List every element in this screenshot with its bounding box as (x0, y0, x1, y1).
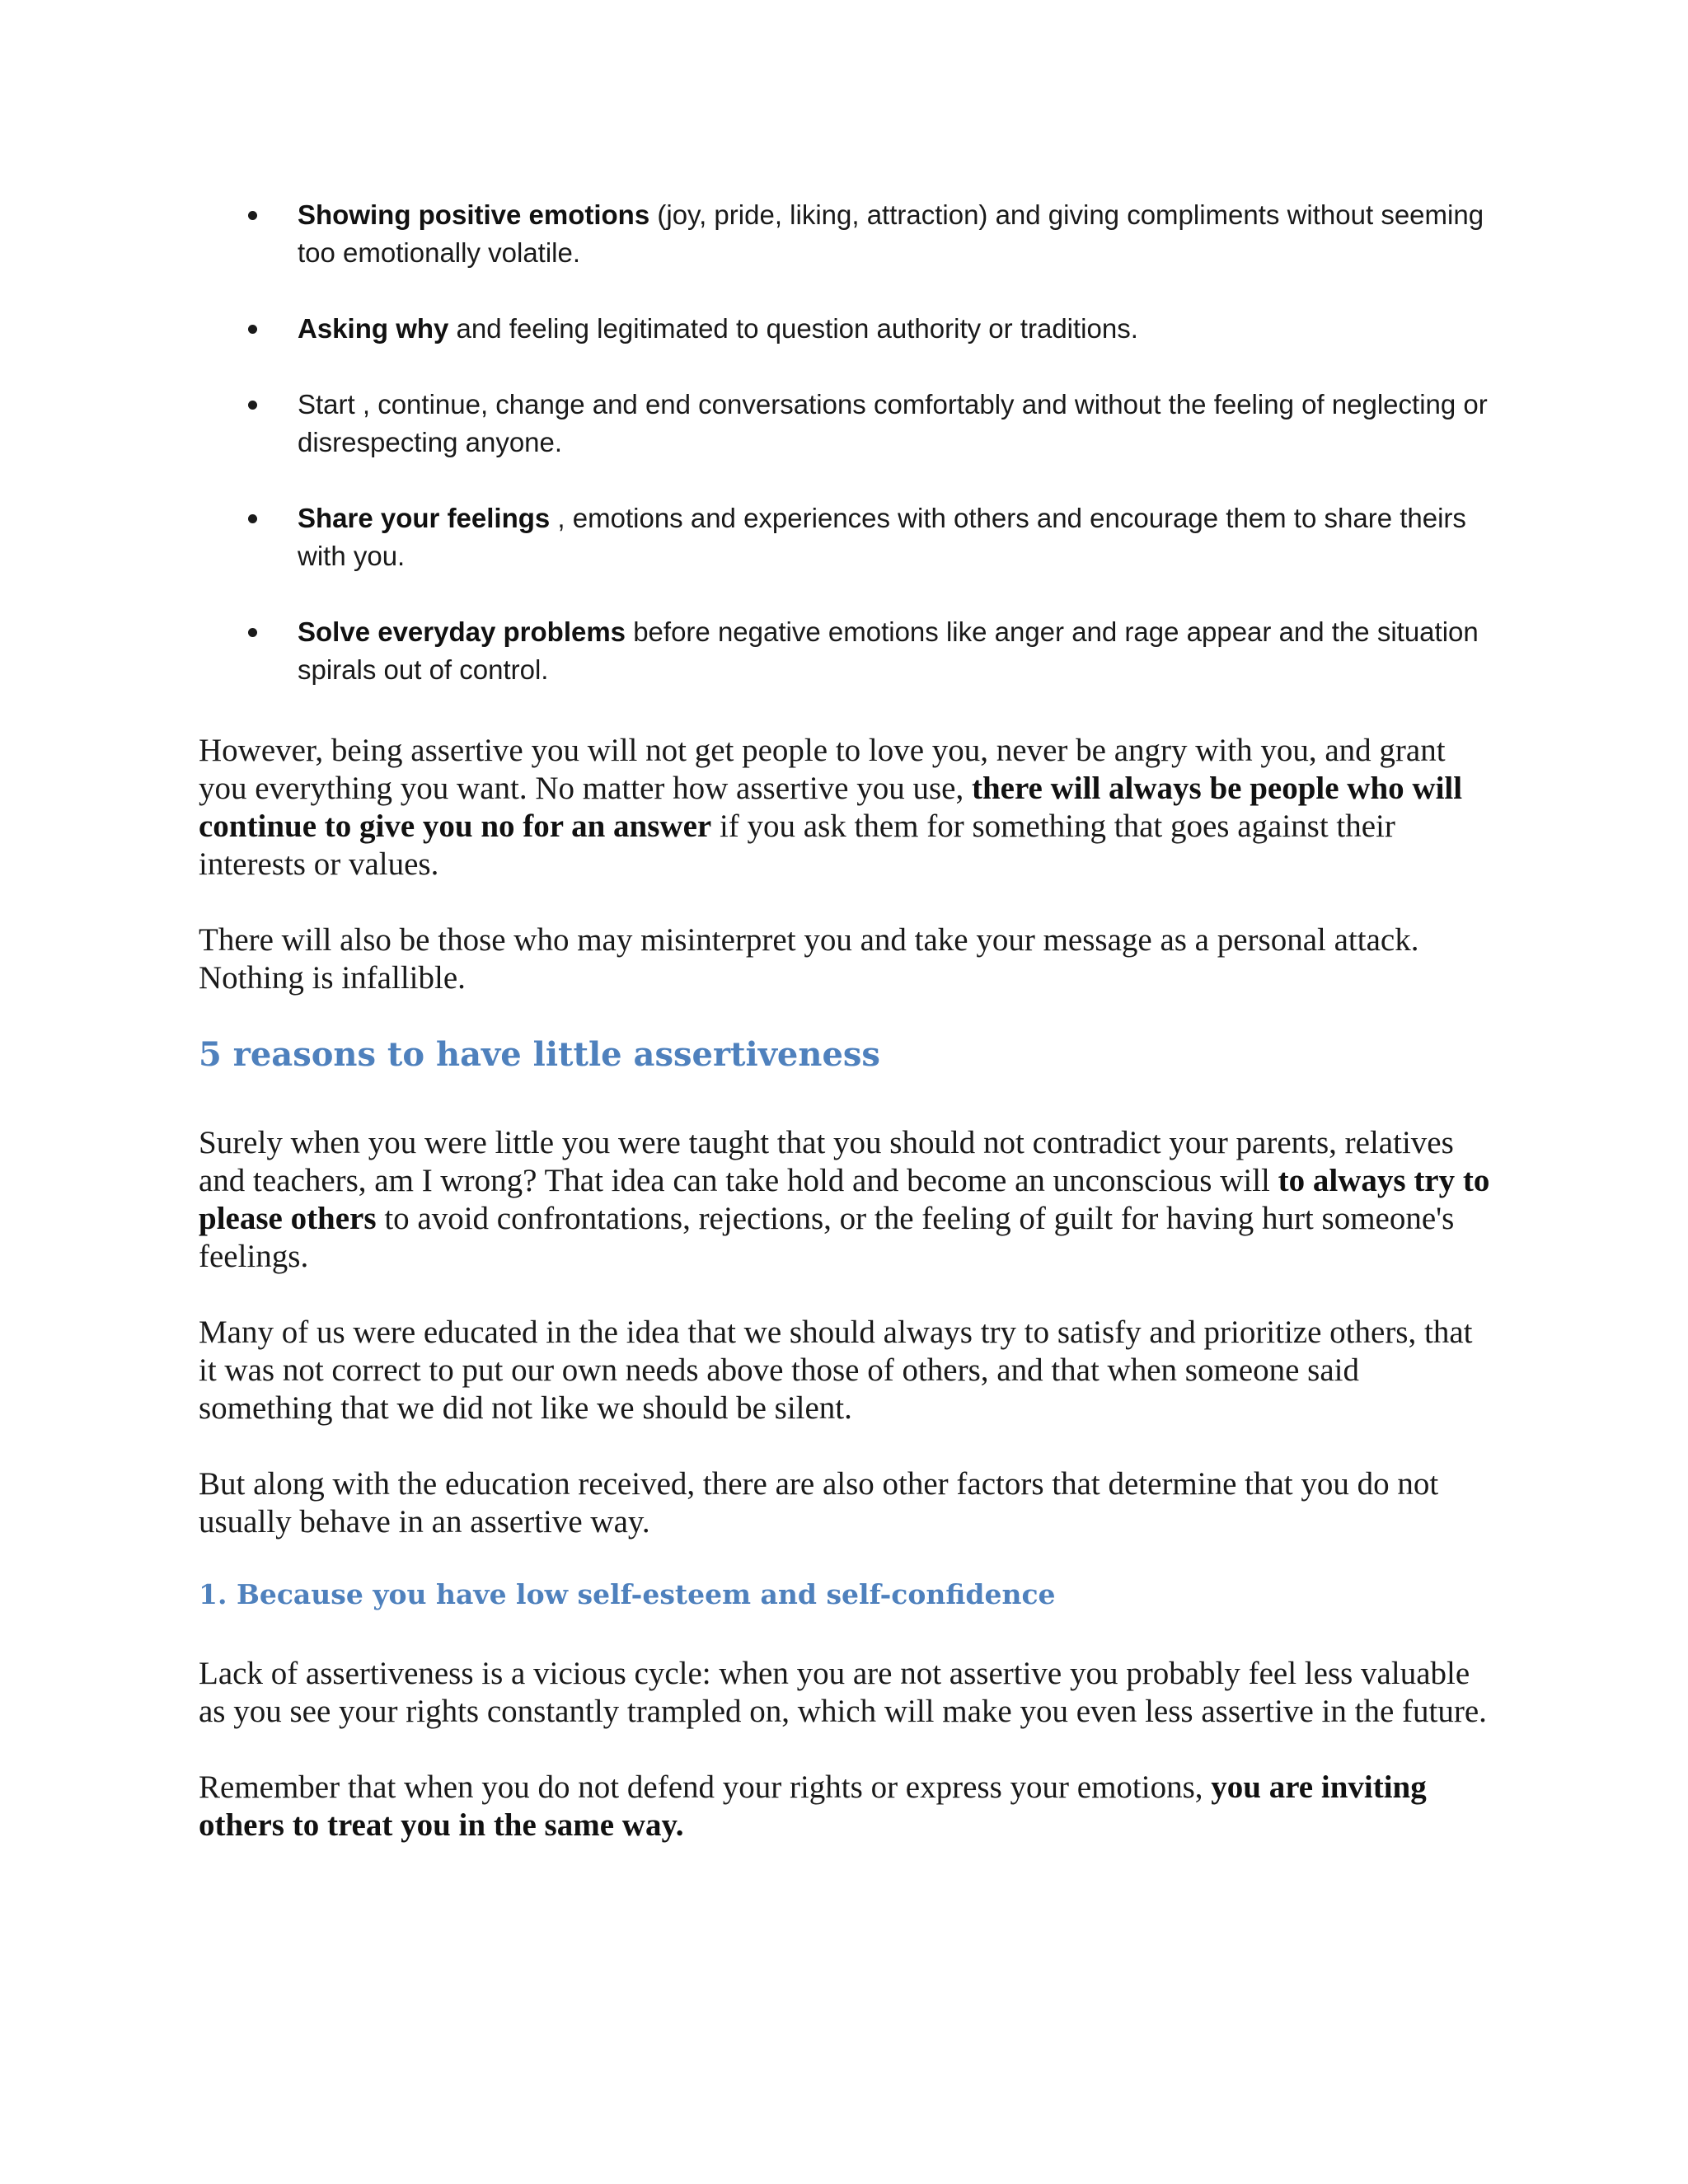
emphasis-text: you are inviting others to treat you in the same way. (199, 1769, 1427, 1843)
paragraph-vicious-cycle: Lack of assertiveness is a vicious cycle: when you are not assertive you probably feel less valuable as you see your rights constantly trampled on, which will make you even less assertive in the future. (199, 1656, 1487, 1729)
emphasis-text: to always try to please others (199, 1163, 1490, 1236)
list-item-bold: Asking why (298, 313, 449, 344)
list-item-bold: Solve everyday problems (298, 616, 626, 647)
list-item-bold: Share your feelings (298, 503, 551, 533)
bullet-icon (248, 211, 257, 220)
sub-heading: 1. Because you have low self-esteem and self-confidence (199, 1578, 1056, 1610)
paragraph-assertive-limits: However, being assertive you will not get people to love you, never be angry with you, and grant you everything you want. No matter how assertive you use, there will always be people who will continue to give you no for an answer if you ask them for something that goes against their interests or values. (199, 733, 1463, 882)
paragraph-remember: Remember that when you do not defend your rights or express your emotions, you are inviting others to treat you in the same way. (199, 1769, 1427, 1843)
list-item-bold: Showing positive emotions (298, 199, 650, 230)
list-item (199, 499, 1493, 575)
bullet-icon (248, 325, 257, 334)
document-body (199, 196, 1493, 1844)
bullet-icon (248, 401, 257, 410)
list-item (199, 196, 1493, 272)
list-item (199, 386, 1493, 462)
list-item (199, 613, 1493, 689)
list-item-text: (joy, pride, liking, attraction) and giving compliments without seeming too emotionally volatile. (298, 199, 1484, 268)
bullet-icon (248, 514, 257, 523)
list-item (199, 310, 1493, 348)
skills-bullet-list (199, 196, 1493, 689)
emphasis-text: there will always be people who will continue to give you no for an answer (199, 771, 1463, 844)
list-item-text: Start , continue, change and end conversations comfortably and without the feeling of neglecting or disrespecting anyone. (298, 389, 1488, 457)
paragraph-other-factors: But along with the education received, there are also other factors that determine that you do not usually behave in an assertive way. (199, 1466, 1439, 1540)
paragraph-misinterpret: There will also be those who may misinterpret you and take your message as a personal attack. Nothing is infallible. (199, 922, 1419, 996)
paragraph-childhood: Surely when you were little you were taught that you should not contradict your parents, relatives and teachers, am I wrong? That idea can take hold and become an unconscious will to always try to please others to avoid confrontations, rejections, or the feeling of guilt for having hurt someone's feelings. (199, 1125, 1490, 1274)
list-item-text: before negative emotions like anger and rage appear and the situation spirals out of control. (298, 616, 1479, 685)
list-item-text: , emotions and experiences with others and encourage them to share theirs with you. (298, 503, 1466, 571)
paragraph-education: Many of us were educated in the idea that we should always try to satisfy and prioritize others, that it was not correct to put our own needs above those of others, and that when someone said something that we did not like we should be silent. (199, 1315, 1473, 1426)
list-item-text: and feeling legitimated to question authority or traditions. (448, 313, 1138, 344)
section-heading: 5 reasons to have little assertiveness (199, 1035, 880, 1074)
bullet-icon (248, 628, 257, 637)
